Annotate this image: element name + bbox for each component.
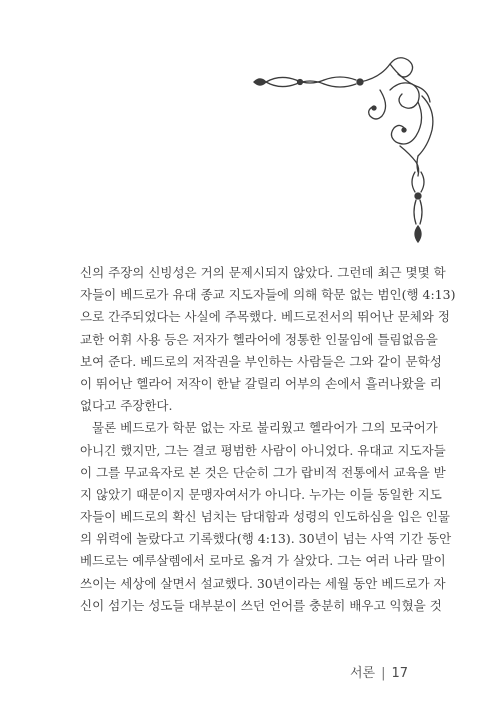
text-line: 신의 주장의 신빙성은 거의 문제시되지 않았다. 그런데 최근 몇몇 학 [80,265,446,280]
paragraph-2 [80,417,452,617]
body-text [80,262,456,617]
text-line: 지 않았기 때문이지 문맹자여서가 아니다. 누가는 이들 동일한 지도 [80,486,442,502]
text-line: 물론 베드로가 학문 없는 자로 불리웠고 헬라어가 그의 모국어가 [92,420,438,436]
text-line: 이 그를 무교육자로 본 것은 단순히 그가 랍비적 전통에서 교육을 받 [80,464,446,480]
text-line: 쓰이는 세상에 살면서 설교했다. 30년이라는 세월 동안 베드로가 자 [80,575,446,591]
text-line: 보여 준다. 베드로의 저작권을 부인하는 사람들은 그와 같이 문학성 [80,353,442,369]
paragraph-1 [80,262,456,417]
page-number: 17 [391,666,409,681]
text-line: 베드로는 예루살렘에서 로마로 옮겨 가 살았다. 그는 여러 나라 말이 [80,553,446,569]
section-title: 서론 [350,666,376,681]
text-line: 으로 간주되었다는 사실에 주목했다. 베드로전서의 뛰어난 문체와 정 [80,309,450,325]
flourish-corner-ornament-icon [240,50,440,250]
text-line: 이 뛰어난 헬라어 저작이 한낱 갈릴리 어부의 손에서 흘러나왔을 리 [80,375,442,391]
text-line: 자들이 베드로가 유대 종교 지도자들에 의해 학문 없는 범인(행 4:13) [80,287,456,303]
page-footer [350,662,440,681]
text-line: 아니긴 했지만, 그는 결코 평범한 사람이 아니었다. 유대교 지도자들 [80,442,446,458]
text-line: 의 위력에 놀랐다고 기록했다(행 4:13). 30년이 넘는 사역 기간 동안 [80,531,452,547]
text-line: 자들이 베드로의 확신 넘치는 담대함과 성령의 인도하심을 입은 인물 [80,509,450,525]
text-line: 신이 섬기는 성도들 대부분이 쓰던 언어를 충분히 배우고 익혔을 것 [80,597,442,613]
text-line: 없다고 주장한다. [80,398,173,414]
text-line: 교한 어휘 사용 등은 저자가 헬라어에 정통한 인물임에 틀림없음을 [80,331,438,347]
footer-separator: | [381,666,386,681]
